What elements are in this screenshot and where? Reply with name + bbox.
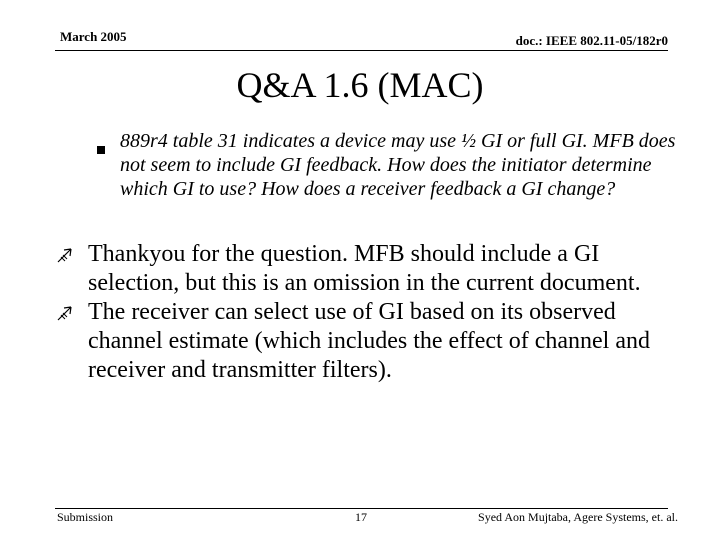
square-bullet-icon — [97, 146, 105, 154]
answer-list — [55, 240, 695, 385]
header-doc-id: doc.: IEEE 802.11-05/182r0 — [515, 33, 668, 48]
slide-title: Q&A 1.6 (MAC) — [236, 65, 484, 105]
header-divider — [55, 50, 668, 51]
arrow-bullet-icon — [55, 303, 75, 323]
header-date: March 2005 — [60, 29, 127, 44]
page-number: 17 — [355, 510, 367, 524]
footer-submission: Submission — [57, 510, 114, 524]
question-text: 889r4 table 31 indicates a device may use ½ GI or full GI. MFB does not seem to include GI feedback. How does the initiator determine which GI to use? How does a receiver feedback a GI change? — [120, 130, 676, 200]
answer-item — [55, 240, 695, 298]
answer-text: Thankyou for the question. MFB should include a GI selection, but this is an omission in the current document. — [88, 241, 641, 296]
footer-author: Syed Aon Mujtaba, Agere Systems, et. al. — [478, 510, 678, 524]
footer-divider — [55, 508, 668, 509]
answer-item — [55, 298, 695, 385]
arrow-bullet-icon — [55, 245, 75, 265]
answer-text: The receiver can select use of GI based on its observed channel estimate (which includes the effect of channel and receiver and transmitter filters). — [88, 299, 650, 383]
